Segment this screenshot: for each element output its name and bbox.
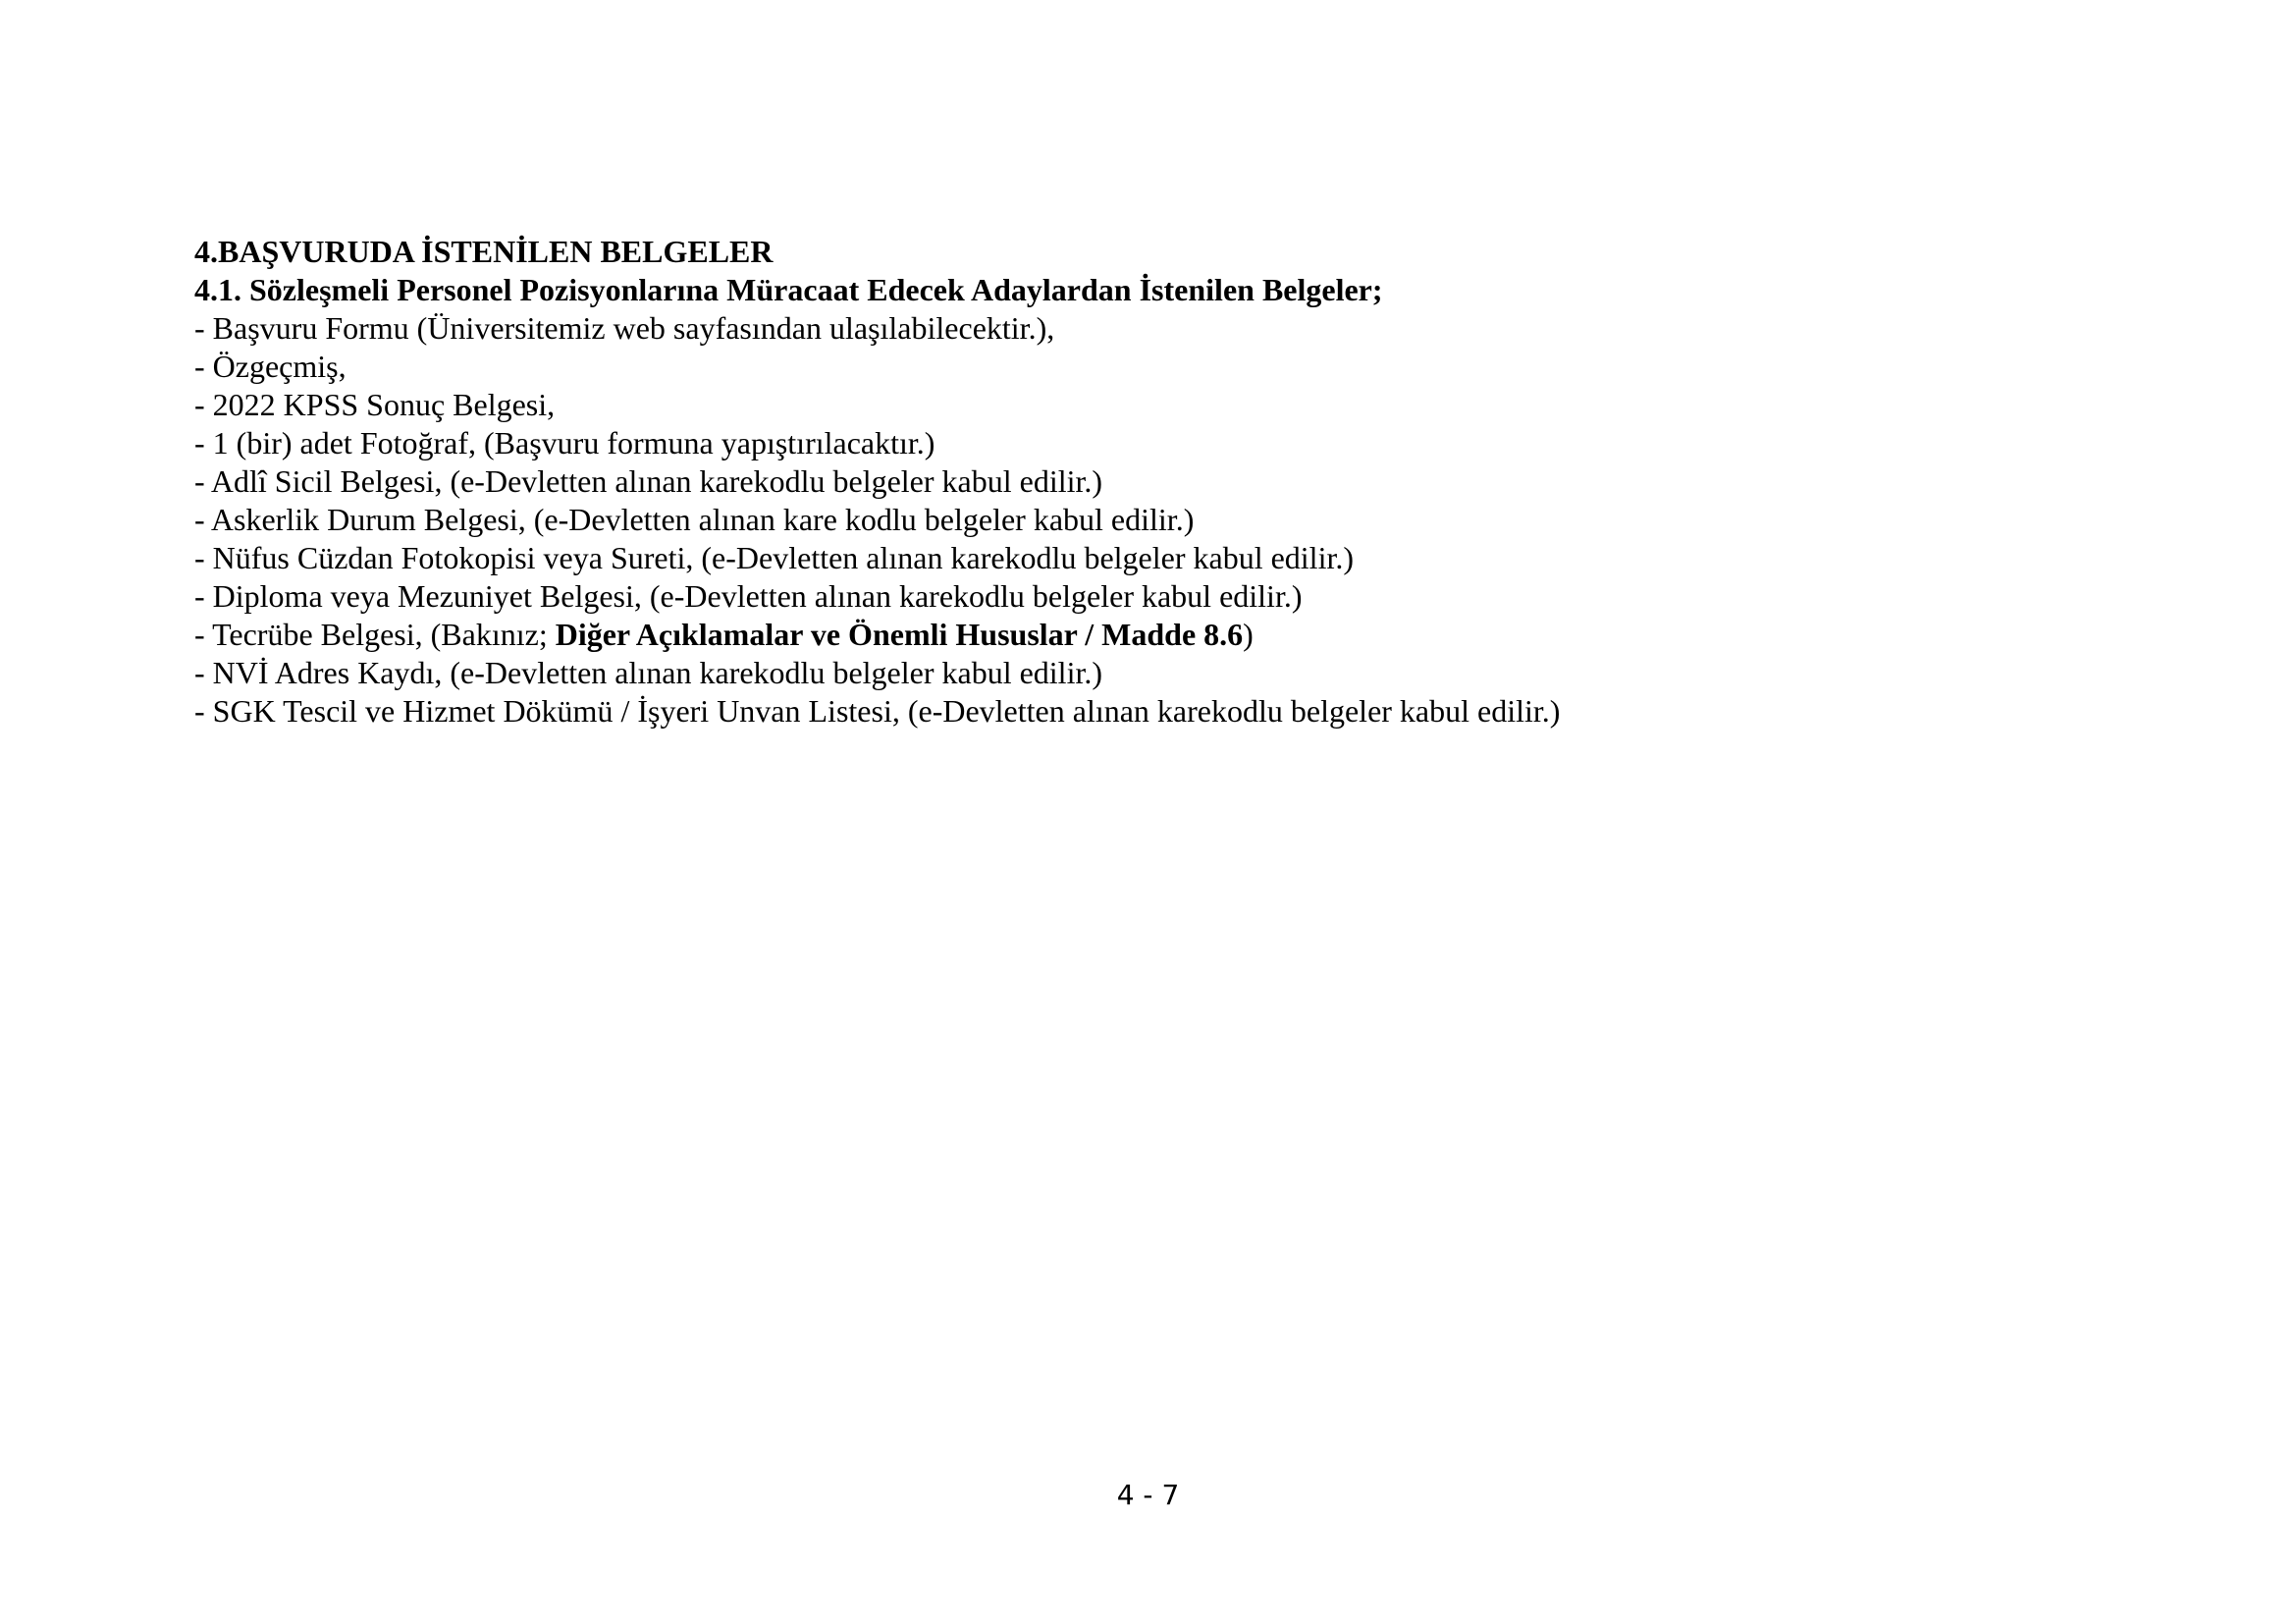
list-item: - Diploma veya Mezuniyet Belgesi, (e-Devletten alınan karekodlu belgeler kabul edilir.): [194, 578, 1303, 614]
experience-item-reference: Diğer Açıklamalar ve Önemli Hususlar / Madde 8.6: [555, 617, 1244, 652]
list-item: - NVİ Adres Kaydı, (e-Devletten alınan karekodlu belgeler kabul edilir.): [194, 655, 1102, 690]
list-item: - 2022 KPSS Sonuç Belgesi,: [194, 387, 556, 422]
list-item: - Askerlik Durum Belgesi, (e-Devletten alınan kare kodlu belgeler kabul edilir.): [194, 502, 1195, 537]
list-item: - Adlî Sicil Belgesi, (e-Devletten alınan karekodlu belgeler kabul edilir.): [194, 463, 1103, 499]
document-body: [194, 233, 2059, 731]
list-item: - SGK Tescil ve Hizmet Dökümü / İşyeri Unvan Listesi, (e-Devletten alınan karekodlu belgeler kabul edilir.): [194, 693, 1561, 729]
list-item: - Başvuru Formu (Üniversitemiz web sayfasından ulaşılabilecektir.),: [194, 310, 1055, 346]
experience-item-prefix: - Tecrübe Belgesi, (Bakınız;: [194, 617, 556, 652]
page-number: 4 - 7: [1116, 1479, 1180, 1511]
list-item: - Nüfus Cüzdan Fotokopisi veya Sureti, (e-Devletten alınan karekodlu belgeler kabul edilir.): [194, 540, 1354, 575]
section-heading: 4.BAŞVURUDA İSTENİLEN BELGELER: [194, 234, 774, 269]
section-subheading: 4.1. Sözleşmeli Personel Pozisyonlarına Müracaat Edecek Adaylardan İstenilen Belgeler;: [194, 272, 1383, 307]
list-item: - 1 (bir) adet Fotoğraf, (Başvuru formuna yapıştırılacaktır.): [194, 425, 935, 460]
list-item-experience: [194, 616, 2059, 654]
list-item: - Özgeçmiş,: [194, 349, 347, 384]
experience-item-suffix: ): [1243, 617, 1254, 652]
